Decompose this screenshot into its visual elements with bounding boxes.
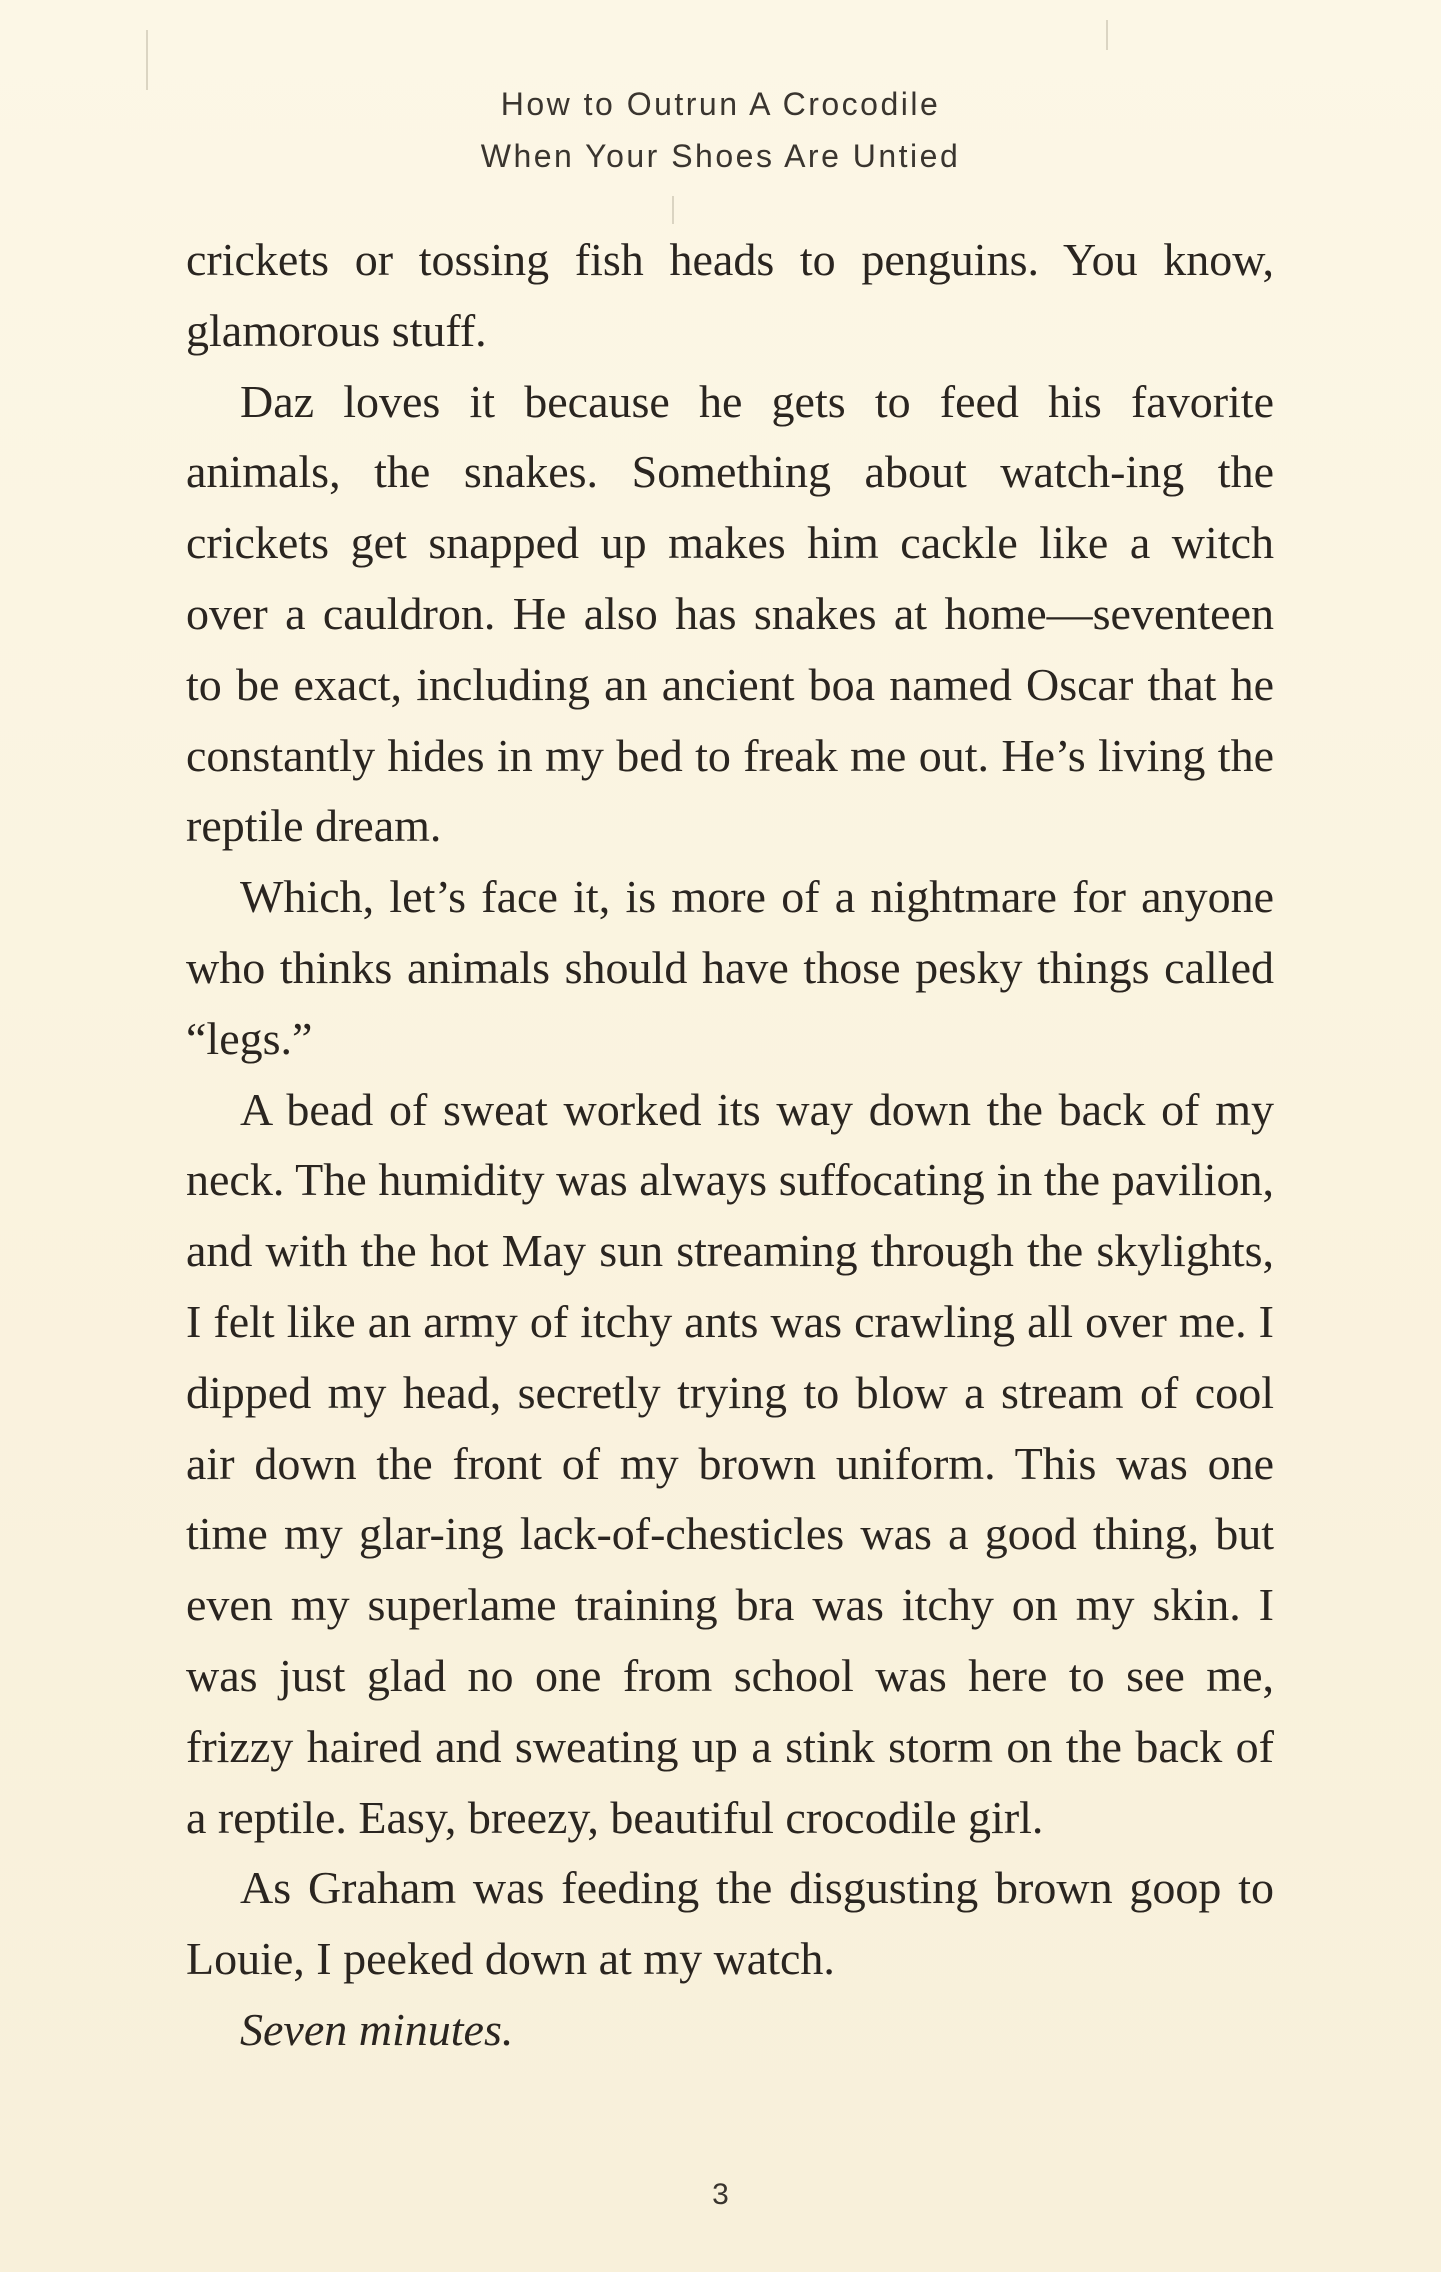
running-head bbox=[0, 78, 1441, 182]
page-number: 3 bbox=[712, 2178, 729, 2211]
paragraph-5: As Graham was feeding the disgusting brown goop to Louie, I peeked down at my watch. bbox=[186, 1862, 1274, 1985]
scan-mark bbox=[1106, 20, 1108, 50]
paragraph-4: A bead of sweat worked its way down the back of my neck. The humidity was always suffocating in the pavilion, and with the hot May sun streaming through the skylights, I felt like an army of itchy ants was crawling all over me. I dipped my head, secretly trying to blow a stream of cool air down the front of my brown uniform. This was one time my glar-ing lack-of-chesticles was a good thing, but even my superlame training bra was itchy on my skin. I was just glad no one from school was here to see me, frizzy haired and sweating up a stink storm on the back of a reptile. Easy, breezy, beautiful crocodile girl. bbox=[186, 1083, 1274, 1843]
scan-mark bbox=[672, 196, 674, 224]
paragraph-1: crickets or tossing fish heads to penguins. You know, glamorous stuff. bbox=[186, 234, 1274, 356]
scan-mark bbox=[146, 30, 148, 90]
body-text bbox=[186, 225, 1274, 2066]
paragraph-3: Which, let’s face it, is more of a nightmare for anyone who thinks animals should have those pesky things called “legs.” bbox=[186, 871, 1274, 1064]
running-head-line-1: How to Outrun A Crocodile bbox=[500, 86, 941, 122]
paragraph-6: Seven minutes. bbox=[240, 2003, 514, 2055]
paragraph-2: Daz loves it because he gets to feed his favorite animals, the snakes. Something about watch-ing the crickets get snapped up makes him cackle like a witch over a cauldron. He also has snakes at home—seventeen to be exact, including an ancient boa named Oscar that he constantly hides in my bed to freak me out. He’s living the reptile dream. bbox=[186, 375, 1274, 852]
running-head-line-2: When Your Shoes Are Untied bbox=[480, 138, 961, 174]
